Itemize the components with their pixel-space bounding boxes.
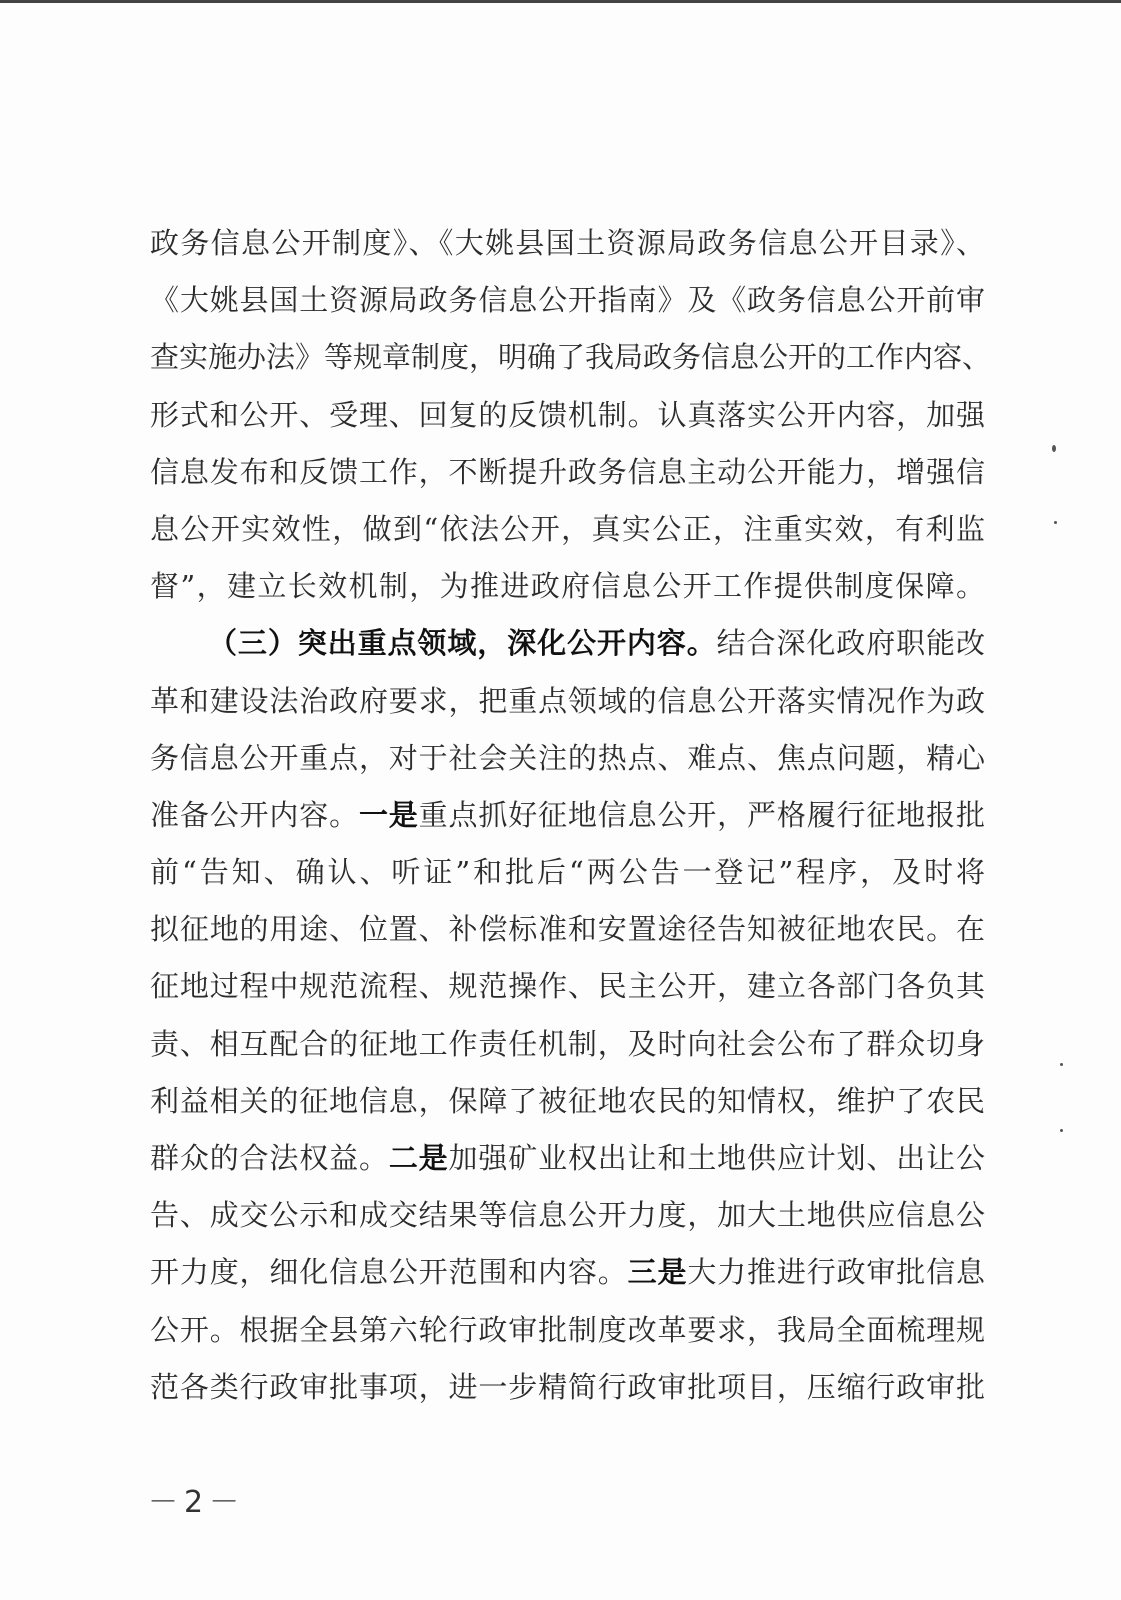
text-line: 信息发布和反馈工作，不断提升政务信息主动公开能力，增强信 [150, 454, 985, 489]
point-one-line [150, 787, 985, 844]
text-line: 务信息公开重点，对于社会关注的热点、难点、焦点问题，精心 [150, 740, 985, 775]
section-heading-line [150, 615, 985, 672]
point-two-label: 二是 [388, 1141, 449, 1175]
point-three-line [150, 1244, 985, 1301]
point-three-label: 三是 [627, 1255, 688, 1290]
text-line: 形式和公开、受理、回复的反馈机制。认真落实公开内容，加强 [150, 397, 985, 432]
text-line: 《大姚县国土资源局政务信息公开指南》及《政务信息公开前审 [150, 283, 985, 318]
text-line: 利益相关的征地信息，保障了被征地农民的知情权，维护了农民 [150, 1083, 985, 1118]
scan-speck [1052, 445, 1056, 452]
point-one-lead: 准备公开内容。 [150, 797, 359, 832]
point-two-tail: 加强矿业权出让和土地供应计划、出让公 [448, 1141, 985, 1175]
point-one-tail: 重点抓好征地信息公开，严格履行征地报批 [418, 797, 985, 832]
text-line: 前“告知、确认、听证”和批后“两公告一登记”程序，及时将 [150, 855, 985, 890]
scan-speck [1060, 1063, 1063, 1066]
page-number: －2－ [148, 1485, 246, 1520]
scan-speck [1060, 1129, 1063, 1132]
text-line: 告、成交公示和成交结果等信息公开力度，加大土地供应信息公 [150, 1198, 985, 1233]
section-heading-tail: 结合深化政府职能改 [716, 626, 985, 661]
scan-speck [1054, 521, 1057, 524]
text-line: 拟征地的用途、位置、补偿标准和安置途径告知被征地农民。在 [150, 912, 985, 947]
point-two-line [150, 1130, 985, 1187]
text-line: 责、相互配合的征地工作责任机制，及时向社会公布了群众切身 [150, 1026, 985, 1061]
point-three-tail: 大力推进行政审批信息 [687, 1255, 985, 1290]
text-line: 范各类行政审批事项，进一步精简行政审批项目，压缩行政审批 [150, 1369, 985, 1404]
body-text [150, 215, 992, 1416]
point-two-lead: 群众的合法权益。 [150, 1141, 389, 1175]
text-line: 政务信息公开制度》、《大姚县国土资源局政务信息公开目录》、 [150, 226, 985, 260]
point-three-lead: 开力度，细化信息公开范围和内容。 [150, 1255, 628, 1290]
text-line: 息公开实效性，做到“依法公开，真实公正，注重实效，有利监 [150, 511, 985, 546]
text-line: 征地过程中规范流程、规范操作、民主公开，建立各部门各负其 [150, 969, 985, 1004]
point-one-label: 一是 [358, 797, 419, 832]
text-line: 革和建设法治政府要求，把重点领域的信息公开落实情况作为政 [150, 683, 985, 718]
text-line: 查实施办法》等规章制度，明确了我局政务信息公开的工作内容、 [150, 340, 992, 375]
text-line: 公开。根据全县第六轮行政审批制度改革要求，我局全面梳理规 [150, 1312, 985, 1347]
section-heading: （三）突出重点领域，深化公开内容。 [208, 626, 717, 661]
text-line: 督”，建立长效机制，为推进政府信息公开工作提供制度保障。 [150, 569, 985, 604]
